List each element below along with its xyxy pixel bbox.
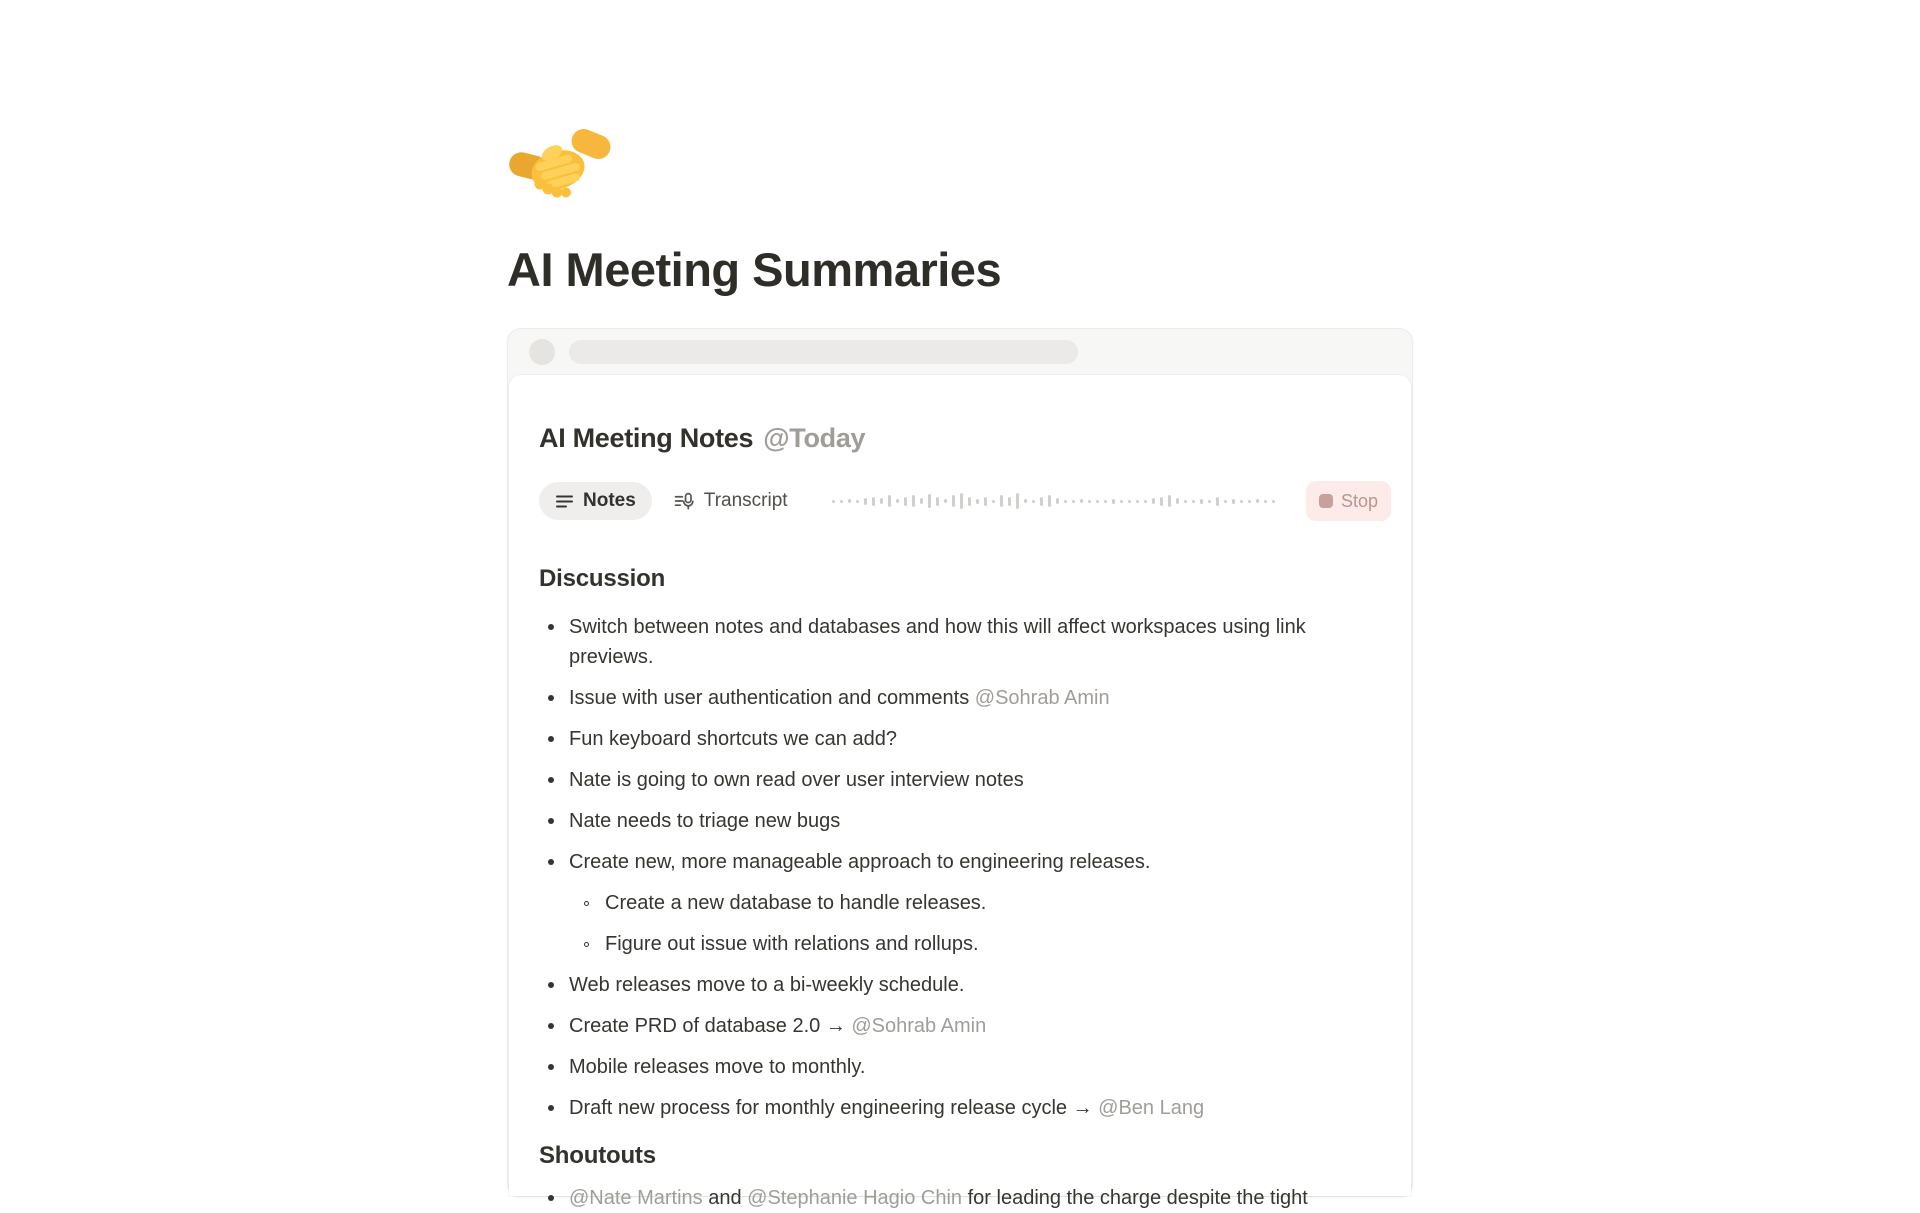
waveform-bar bbox=[848, 499, 851, 503]
waveform-bar bbox=[1008, 497, 1011, 506]
text-segment: Nate is going to own read over user interview notes bbox=[569, 769, 1024, 791]
bullet-icon bbox=[539, 683, 569, 713]
bullet-icon bbox=[539, 806, 569, 836]
list-item-text bbox=[605, 888, 1391, 918]
list-item-text bbox=[569, 683, 1389, 713]
note-sections bbox=[539, 564, 1391, 1213]
waveform-bar bbox=[1112, 499, 1115, 504]
text-segment: Switch between notes and databases and how this will affect workspaces using link previews. bbox=[569, 616, 1306, 668]
waveform-bar bbox=[1016, 493, 1019, 509]
waveform-bar bbox=[1216, 497, 1219, 506]
bullet-icon bbox=[539, 1183, 569, 1213]
list-item[interactable] bbox=[539, 683, 1391, 713]
waveform-bar bbox=[864, 498, 867, 505]
waveform-bar bbox=[1200, 499, 1203, 504]
bullet-icon bbox=[539, 1093, 569, 1123]
notes-lines-icon bbox=[555, 492, 574, 511]
waveform-bar bbox=[1272, 500, 1275, 503]
list-item[interactable] bbox=[539, 847, 1391, 877]
avatar-placeholder bbox=[529, 339, 555, 365]
waveform-bar bbox=[1128, 500, 1131, 503]
waveform-bar bbox=[1136, 500, 1139, 503]
waveform-bar bbox=[944, 499, 947, 503]
list-item[interactable] bbox=[539, 1011, 1391, 1041]
tab-notes-label: Notes bbox=[583, 490, 636, 511]
text-segment: Draft new process for monthly engineering release cycle → bbox=[569, 1097, 1099, 1119]
today-date-mention[interactable]: @Today bbox=[763, 423, 866, 453]
bullet-icon bbox=[539, 612, 569, 642]
user-mention[interactable]: @Ben Lang bbox=[1098, 1097, 1205, 1119]
card-body bbox=[509, 375, 1411, 1209]
text-segment: Fun keyboard shortcuts we can add? bbox=[569, 728, 897, 750]
list-item[interactable] bbox=[539, 1183, 1391, 1213]
recording-controls bbox=[539, 480, 1391, 522]
list-item[interactable] bbox=[575, 929, 1391, 959]
waveform-bar bbox=[1000, 495, 1003, 507]
list-item-text bbox=[605, 929, 1391, 959]
handshake-icon[interactable] bbox=[509, 120, 611, 214]
waveform-bar bbox=[1152, 498, 1155, 504]
waveform-bar bbox=[1232, 499, 1235, 504]
waveform-bar bbox=[1096, 500, 1099, 503]
waveform-bar bbox=[1024, 499, 1027, 503]
user-mention[interactable]: @Stephanie Hagio Chin bbox=[747, 1187, 963, 1209]
waveform-bar bbox=[1064, 500, 1067, 503]
waveform-bar bbox=[1144, 500, 1147, 503]
tab-notes[interactable] bbox=[539, 482, 652, 520]
waveform-bar bbox=[1104, 500, 1107, 503]
waveform-bar bbox=[960, 493, 963, 509]
list-item[interactable] bbox=[539, 806, 1391, 836]
section-heading-discussion[interactable]: Discussion bbox=[539, 565, 666, 592]
text-segment: Figure out issue with relations and rollups. bbox=[605, 933, 979, 955]
list-item[interactable] bbox=[539, 724, 1391, 754]
waveform-bar bbox=[1224, 500, 1227, 503]
waveform-bar bbox=[1264, 500, 1267, 503]
waveform-bar bbox=[1192, 500, 1195, 503]
list-item[interactable] bbox=[539, 612, 1391, 672]
audio-waveform bbox=[832, 490, 1286, 512]
list-item-text bbox=[569, 765, 1389, 795]
user-mention[interactable]: @Sohrab Amin bbox=[974, 687, 1110, 709]
list-item-text bbox=[569, 970, 1389, 1000]
waveform-bar bbox=[1072, 500, 1075, 503]
waveform-bar bbox=[984, 497, 987, 506]
transcript-microphone-icon bbox=[674, 491, 695, 512]
waveform-bar bbox=[1160, 497, 1163, 506]
list-item-text bbox=[569, 612, 1389, 672]
waveform-bar bbox=[912, 495, 915, 507]
waveform-bar bbox=[832, 500, 835, 503]
text-segment: Create PRD of database 2.0 → bbox=[569, 1015, 852, 1037]
waveform-bar bbox=[1120, 500, 1123, 503]
page-title[interactable]: AI Meeting Summaries bbox=[507, 243, 1002, 296]
waveform-bar bbox=[1032, 500, 1035, 503]
list-item[interactable] bbox=[539, 765, 1391, 795]
waveform-bar bbox=[968, 497, 971, 506]
list-item[interactable] bbox=[539, 970, 1391, 1000]
bullet-icon bbox=[539, 847, 569, 877]
waveform-bar bbox=[1240, 500, 1243, 503]
list-item-text bbox=[569, 1052, 1389, 1082]
bullet-icon bbox=[539, 1011, 569, 1041]
text-segment: for leading the charge despite the tight bbox=[962, 1187, 1308, 1209]
user-mention[interactable]: @Sohrab Amin bbox=[851, 1015, 987, 1037]
waveform-bar bbox=[1168, 495, 1171, 507]
bullet-icon bbox=[539, 1052, 569, 1082]
waveform-bar bbox=[872, 497, 875, 506]
waveform-bar bbox=[928, 494, 931, 508]
text-segment: Nate needs to triage new bugs bbox=[569, 810, 841, 832]
text-segment: Create new, more manageable approach to engineering releases. bbox=[569, 851, 1151, 873]
waveform-bar bbox=[880, 498, 883, 504]
card-title-row bbox=[539, 421, 1391, 460]
waveform-bar bbox=[1184, 500, 1187, 503]
user-mention[interactable]: @Nate Martins bbox=[569, 1187, 703, 1209]
text-segment: and bbox=[702, 1187, 748, 1209]
list-item-text bbox=[569, 847, 1389, 877]
stop-button-label: Stop bbox=[1340, 491, 1378, 511]
text-segment: Mobile releases move to monthly. bbox=[569, 1056, 866, 1078]
meeting-notes-card bbox=[507, 328, 1413, 1209]
waveform-bar bbox=[1208, 500, 1211, 503]
waveform-bar bbox=[976, 499, 979, 504]
waveform-bar bbox=[936, 497, 939, 506]
waveform-bar bbox=[1176, 498, 1179, 504]
waveform-bar bbox=[904, 497, 907, 506]
tab-transcript[interactable] bbox=[658, 482, 804, 520]
waveform-bar bbox=[840, 500, 843, 503]
waveform-bar bbox=[1048, 495, 1051, 507]
tab-transcript-label: Transcript bbox=[703, 490, 788, 511]
bullet-list bbox=[539, 1183, 1391, 1213]
bullet-icon bbox=[539, 765, 569, 795]
title-placeholder-bar bbox=[569, 340, 1078, 364]
waveform-bar bbox=[1080, 499, 1083, 503]
waveform-bar bbox=[952, 495, 955, 507]
list-item-text bbox=[569, 1011, 1389, 1041]
hollow-bullet-icon bbox=[575, 929, 605, 959]
list-item-text bbox=[569, 1183, 1389, 1213]
waveform-bar bbox=[1256, 499, 1259, 503]
waveform-bar bbox=[920, 498, 923, 504]
page-content bbox=[507, 0, 1413, 1209]
list-item-text bbox=[569, 1093, 1389, 1123]
hollow-bullet-icon bbox=[575, 888, 605, 918]
waveform-bar bbox=[896, 499, 899, 503]
list-item-text bbox=[569, 806, 1389, 836]
bullet-list bbox=[539, 612, 1391, 1123]
bullet-icon bbox=[539, 970, 569, 1000]
stop-button[interactable] bbox=[1306, 481, 1391, 521]
list-item[interactable] bbox=[539, 1052, 1391, 1082]
list-item-text bbox=[569, 724, 1389, 754]
card-title[interactable]: AI Meeting Notes bbox=[539, 423, 754, 453]
text-segment: Web releases move to a bi-weekly schedule. bbox=[569, 974, 965, 996]
waveform-bar bbox=[992, 500, 995, 503]
section-heading-shoutouts[interactable]: Shoutouts bbox=[539, 1142, 656, 1169]
text-segment: Issue with user authentication and comments bbox=[569, 687, 975, 709]
waveform-bar bbox=[856, 500, 859, 503]
waveform-bar bbox=[1040, 497, 1043, 506]
list-item[interactable] bbox=[575, 888, 1391, 918]
text-segment: Create a new database to handle releases. bbox=[605, 892, 987, 914]
card-header-skeleton bbox=[508, 329, 1412, 375]
waveform-bar bbox=[1088, 500, 1091, 503]
stop-square-icon bbox=[1319, 494, 1333, 508]
list-item[interactable] bbox=[539, 1093, 1391, 1123]
waveform-bar bbox=[1248, 500, 1251, 503]
waveform-bar bbox=[888, 495, 891, 507]
waveform-bar bbox=[1056, 498, 1059, 504]
bullet-icon bbox=[539, 724, 569, 754]
